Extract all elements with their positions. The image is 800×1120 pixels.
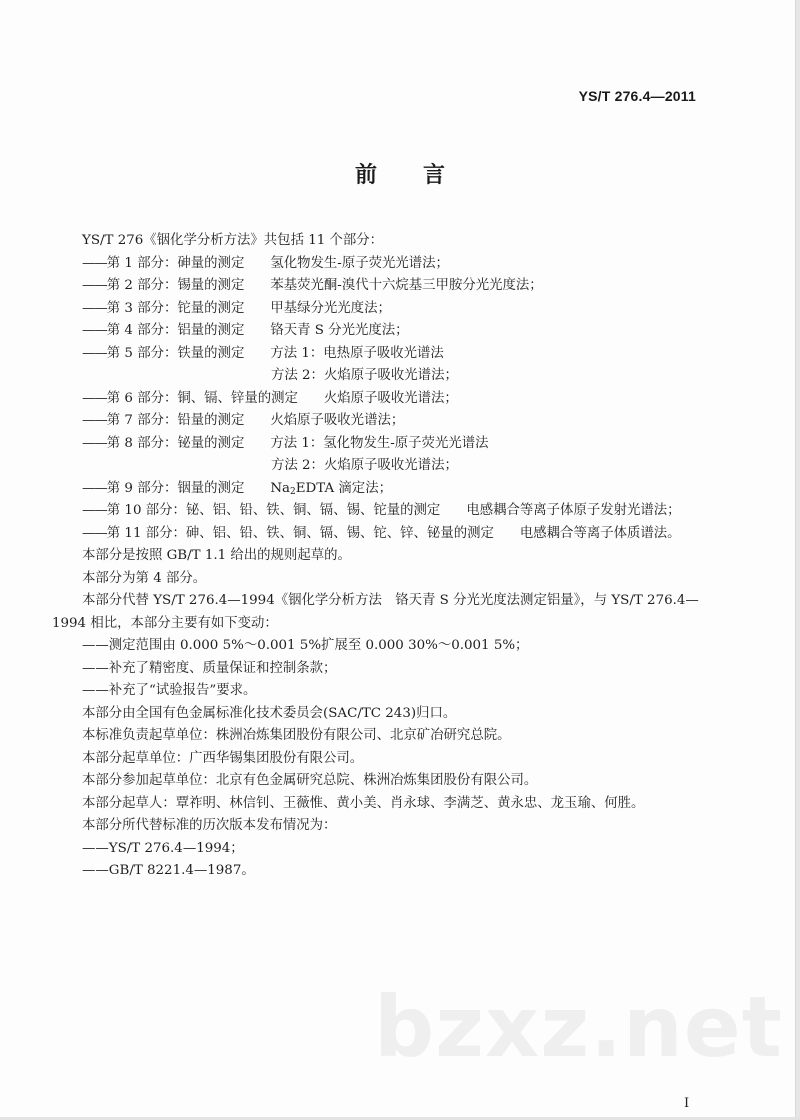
dash: —— [82,435,107,451]
page-number: I [684,1096,690,1111]
replaces-paragraph-line-1: 本部分代替 YS/T 276.4—1994《铟化学分析方法 铬天青 S 分光光度法测定铝量》，与 YS/T 276.4— [82,593,699,608]
watermark: bzxz.net [374,978,783,1076]
part-label: 第 10 部分：铋、铝、铅、铁、铜、镉、锡、铊量的测定 [106,503,441,518]
dash: —— [82,345,107,361]
dash: —— [82,300,107,316]
dash: —— [82,278,107,293]
part-label: 第 4 部分：铝量的测定 [106,323,245,338]
part-label: 第 8 部分：铋量的测定 [106,435,245,451]
part-10 [82,500,681,522]
dash: —— [82,255,107,271]
part-8 [82,433,489,455]
intro-line: YS/T 276《铟化学分析方法》共包括 11 个部分： [82,233,384,248]
part-number-paragraph: 本部分为第 4 部分。 [82,570,207,586]
dash: —— [82,480,107,496]
part-method: 电感耦合等离子体原子发射光谱法； [466,503,681,518]
change-item: ——补充了精密度、质量保证和控制条款； [82,660,337,676]
history-item: ——GB/T 8221.4—1987。 [82,863,255,878]
part-label: 第 7 部分：铅量的测定 [106,413,245,428]
part-method: 火焰原子吸收光谱法； [270,413,405,428]
part-6 [82,388,458,410]
part-label: 第 6 部分：铜、镉、锌量的测定 [106,390,298,406]
title-char-2: 言 [423,163,446,188]
formula-na: Na [270,480,291,496]
change-item: ——测定范围由 0.000 5%～0.001 5%扩展至 0.000 30%～0.001 5%； [82,638,529,653]
history-item: ——YS/T 276.4—1994； [82,840,244,856]
part-method: 甲基绿分光光度法； [270,300,391,316]
dash: —— [82,503,107,518]
part-label: 第 2 部分：锡量的测定 [106,278,245,293]
part-4 [82,320,409,342]
title-char-1: 前 [354,163,377,188]
part-11 [82,523,681,545]
history-intro-paragraph: 本部分所代替标准的历次版本发布情况为： [82,818,337,833]
part-label: 第 9 部分：铟量的测定 [106,480,245,496]
drafting-unit-paragraph: 本部分起草单位：广西华锡集团股份有限公司。 [82,750,364,766]
part-method [270,481,392,496]
dash: —— [82,525,107,541]
formula-subscript: 2 [290,486,296,497]
part-method: 电感耦合等离子体质谱法。 [519,525,681,541]
participating-units-paragraph: 本部分参加起草单位：北京有色金属研究总院、株洲冶炼集团股份有限公司。 [82,773,538,788]
part-method: 氢化物发生-原子荧光光谱法； [270,255,449,271]
formula-rest: EDTA 滴定法； [295,480,392,496]
part-method: 火焰原子吸收光谱法； [323,390,458,406]
part-label: 第 3 部分：铊量的测定 [106,300,245,316]
page-title [0,158,800,189]
part-label: 第 11 部分：砷、铝、铅、铁、铜、镉、锡、铊、锌、铋量的测定 [106,525,494,541]
dash: —— [82,413,107,428]
part-7 [82,410,404,432]
part-1 [82,253,449,275]
part-method: 方法 1：氢化物发生-原子荧光光谱法 [270,435,489,451]
change-item: ——补充了“试验报告”要求。 [82,683,257,698]
part-5-method-2: 方法 2：火焰原子吸收光谱法； [271,368,458,383]
replaces-paragraph-line-2: 1994 相比，本部分主要有如下变动： [52,615,278,631]
part-5 [82,343,444,365]
part-label: 第 1 部分：砷量的测定 [106,255,245,271]
dash: —— [82,323,107,338]
standard-code-header: YS/T 276.4—2011 [578,88,696,104]
part-9 [82,478,392,500]
part-3 [82,298,391,320]
dash: —— [82,390,107,406]
part-method: 方法 1：电热原子吸收光谱法 [270,345,444,361]
responsible-units-paragraph: 本标准负责起草单位：株洲冶炼集团股份有限公司、北京矿冶研究总院。 [82,728,511,743]
part-method: 铬天青 S 分光光度法； [270,323,409,338]
part-8-method-2: 方法 2：火焰原子吸收光谱法； [271,458,458,473]
part-2 [82,275,543,297]
part-method: 苯基荧光酮-溴代十六烷基三甲胺分光光度法； [270,278,543,293]
drafters-paragraph: 本部分起草人：覃祚明、林信钊、王薇惟、黄小美、肖永球、李满芝、黄永忠、龙玉瑜、何胜。 [82,795,645,811]
drafting-rule-paragraph: 本部分是按照 GB/T 1.1 给出的规则起草的。 [82,548,351,563]
part-label: 第 5 部分：铁量的测定 [106,345,245,361]
committee-paragraph: 本部分由全国有色金属标准化技术委员会(SAC/TC 243)归口。 [82,705,457,721]
